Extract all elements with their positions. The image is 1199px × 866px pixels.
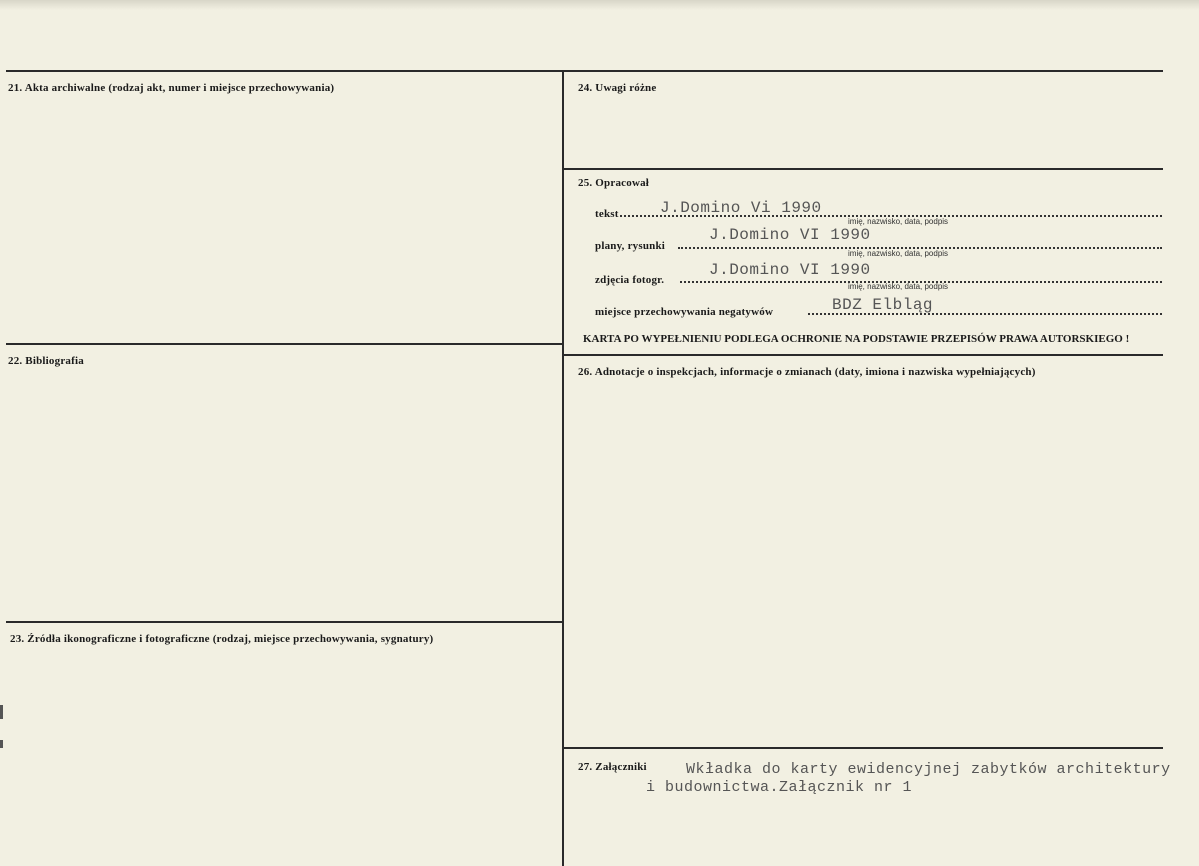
top-rule xyxy=(6,70,1163,72)
section-27-label: 27. Załączniki xyxy=(578,761,647,773)
section-25-label: 25. Opracował xyxy=(578,177,650,189)
negatywy-value: BDZ Elbląg xyxy=(832,296,934,314)
plany-hint: imię, nazwisko, data, podpis xyxy=(848,249,949,258)
section-21-label: 21. Akta archiwalne (rodzaj akt, numer i miejsce przechowywania) xyxy=(8,82,335,94)
section-22-label: 22. Bibliografia xyxy=(8,355,84,367)
section-26-label: 26. Adnotacje o inspekcjach, informacje o zmianach (daty, imiona i nazwiska wypełniających) xyxy=(578,366,1036,378)
plany-label: plany, rysunki xyxy=(595,240,666,252)
attachment-line-2: i budownictwa.Załącznik nr 1 xyxy=(646,779,913,796)
rule-26-27 xyxy=(563,747,1163,749)
zdjecia-hint: imię, nazwisko, data, podpis xyxy=(848,282,949,291)
tekst-label: tekst xyxy=(595,208,619,220)
rule-21-22 xyxy=(6,343,563,345)
rule-22-23 xyxy=(6,621,563,623)
section-24-label: 24. Uwagi różne xyxy=(578,82,657,94)
left-edge-mark xyxy=(0,740,3,748)
rule-25-26 xyxy=(563,354,1163,356)
negatywy-label: miejsce przechowywania negatywów xyxy=(595,306,774,318)
zdjecia-label: zdjęcia fotogr. xyxy=(595,274,665,286)
tekst-hint: imię, nazwisko, data, podpis xyxy=(848,217,949,226)
tekst-value: J.Domino Vi 1990 xyxy=(660,199,822,217)
zdjecia-value: J.Domino VI 1990 xyxy=(709,261,871,279)
plany-value: J.Domino VI 1990 xyxy=(709,226,871,244)
attachment-line-1: Wkładka do karty ewidencyjnej zabytków architektury xyxy=(686,761,1171,778)
section-23-label: 23. Źródła ikonograficzne i fotograficzne (rodzaj, miejsce przechowywania, sygnatury) xyxy=(10,633,434,645)
copyright-warning: KARTA PO WYPEŁNIENIU PODLEGA OCHRONIE NA PODSTAWIE PRZEPISÓW PRAWA AUTORSKIEGO ! xyxy=(583,333,1130,345)
page-top-edge xyxy=(0,0,1199,10)
left-edge-mark xyxy=(0,705,3,719)
rule-24-25 xyxy=(563,168,1163,170)
